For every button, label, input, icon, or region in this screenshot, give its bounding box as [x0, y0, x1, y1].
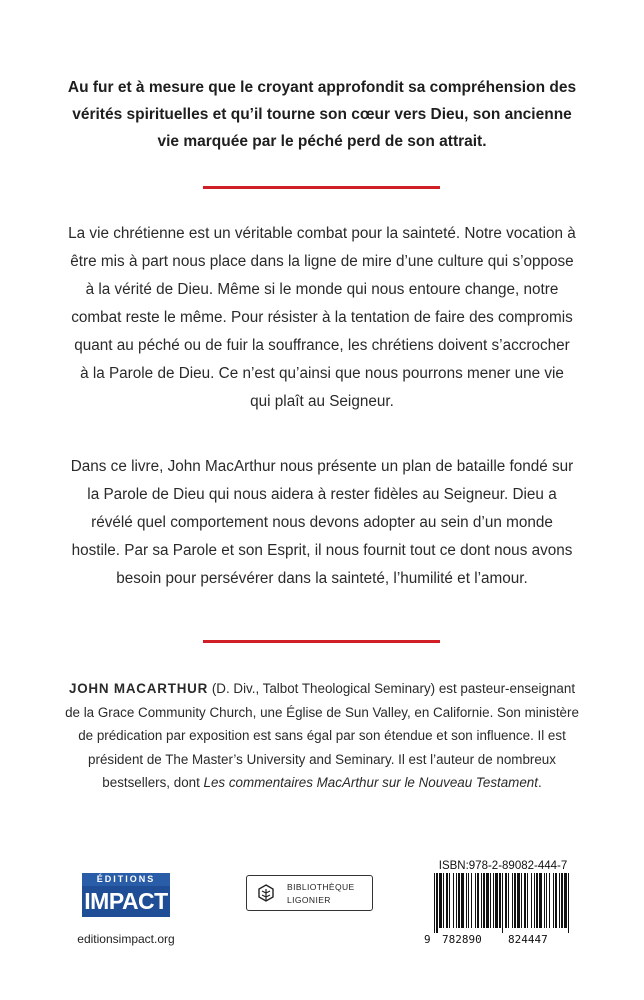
- barcode-bar: [456, 873, 457, 928]
- barcode-bar: [475, 873, 476, 928]
- barcode-bar: [490, 873, 491, 928]
- barcode-bar: [495, 873, 498, 928]
- barcode-bar: [461, 873, 464, 928]
- barcode-bar: [502, 873, 503, 933]
- barcode-bar: [439, 873, 442, 928]
- barcode-bar: [559, 873, 560, 928]
- barcode-bar: [517, 873, 520, 928]
- logo-editions-text: ÉDITIONS: [82, 873, 170, 886]
- barcode-bar: [539, 873, 542, 928]
- barcode-bar: [521, 873, 522, 928]
- red-divider-top: [203, 186, 440, 189]
- barcode-bar: [466, 873, 467, 928]
- author-name: JOHN MACARTHUR: [68, 681, 209, 696]
- isbn-barcode: [432, 873, 572, 933]
- barcode-bar: [546, 873, 547, 928]
- description-paragraph-1: La vie chrétienne est un véritable combat pour la sainteté. Notre vocation à être mis à part nous place dans la ligne de mire d’une culture qui s’oppose à la vérité de Dieu. Même si le monde qui nous entoure change, notre combat reste le même. Pour résister à la tentation de faire des compromis quant au péché ou de fuir la souffrance, les chrétiens doivent s’accrocher à la Parole de Dieu. Ce n’est qu’ainsi que nous pourrons mener une vie qui plaît au Seigneur.: [68, 225, 576, 410]
- barcode-digits-right: 824447: [508, 933, 548, 946]
- publisher-url[interactable]: editionsimpact.org: [77, 932, 175, 946]
- barcode-bar: [561, 873, 563, 928]
- barcode-bar: [514, 873, 516, 928]
- ligonier-icon: [257, 884, 275, 902]
- barcode-bar: [468, 873, 469, 928]
- author-bio: [64, 677, 580, 795]
- barcode-bar: [549, 873, 550, 928]
- ligonier-line2: LIGONIER: [287, 895, 331, 905]
- ligonier-line1: BIBLIOTHÈQUE: [287, 882, 355, 892]
- barcode-bar: [564, 873, 567, 928]
- barcode-bar: [536, 873, 538, 928]
- author-bio-end: .: [537, 775, 542, 791]
- logo-impact-text: IMPACT: [82, 886, 170, 917]
- barcode-bar: [481, 873, 482, 928]
- barcode-bar: [531, 873, 532, 928]
- author-bio-text: (D. Div., Talbot Theological Seminary) est pasteur-enseignant de la Grace Community Church, une Église de Sun Valley, en Californie. Son ministère de prédication par exposition est sans égal par son étendue et son influence. Il est président de The Master’s University and Seminary. Il est l’auteur de nombreux bestsellers, dont: [65, 681, 579, 791]
- barcode-bar: [436, 873, 438, 933]
- barcode-bar: [534, 873, 535, 928]
- barcode-bar: [512, 873, 513, 928]
- barcode-bar: [446, 873, 448, 928]
- isbn-label: ISBN:978-2-89082-444-7: [438, 860, 568, 872]
- barcode-bar: [568, 873, 569, 933]
- book-title-italic: Les commentaires MacArthur sur le Nouveau Testament: [203, 775, 538, 791]
- barcode-bar: [458, 873, 460, 928]
- bibliotheque-ligonier-logo: [246, 875, 373, 911]
- barcode-bar: [493, 873, 494, 928]
- barcode-digit-first: 9: [424, 933, 431, 946]
- barcode-bar: [555, 873, 557, 928]
- lead-paragraph: Au fur et à mesure que le croyant approfondit sa compréhension des vérités spirituelles et qu’il tourne son cœur vers Dieu, son ancienne vie marquée par le péché perd de son attrait.: [67, 79, 577, 150]
- barcode-digits-left: 782890: [442, 933, 482, 946]
- barcode-bar: [505, 873, 507, 928]
- barcode-bar: [453, 873, 454, 928]
- barcode-bar: [434, 873, 435, 933]
- barcode-bar: [443, 873, 444, 928]
- barcode-bar: [477, 873, 479, 928]
- description-paragraph-2: Dans ce livre, John MacArthur nous présente un plan de bataille fondé sur la Parole de Dieu qui nous aidera à rester fidèles au Seigneur. Dieu a révélé quel comportement nous devons adopter au sein d’un monde hostile. Par sa Parole et son Esprit, il nous fournit tout ce dont nous avons besoin pour persévérer dans la sainteté, l’humilité et l’amour.: [70, 458, 574, 587]
- barcode-bar: [449, 873, 450, 928]
- barcode-bar: [486, 873, 489, 928]
- barcode-bar: [499, 873, 501, 928]
- barcode-bar: [524, 873, 526, 928]
- barcode-bar: [508, 873, 509, 928]
- barcode-bar: [483, 873, 485, 928]
- barcode-bar: [553, 873, 554, 928]
- barcode-bar: [544, 873, 545, 928]
- editions-impact-logo: [82, 873, 170, 917]
- red-divider-bottom: [203, 640, 440, 643]
- barcode-bar: [527, 873, 528, 928]
- barcode-bar: [471, 873, 472, 928]
